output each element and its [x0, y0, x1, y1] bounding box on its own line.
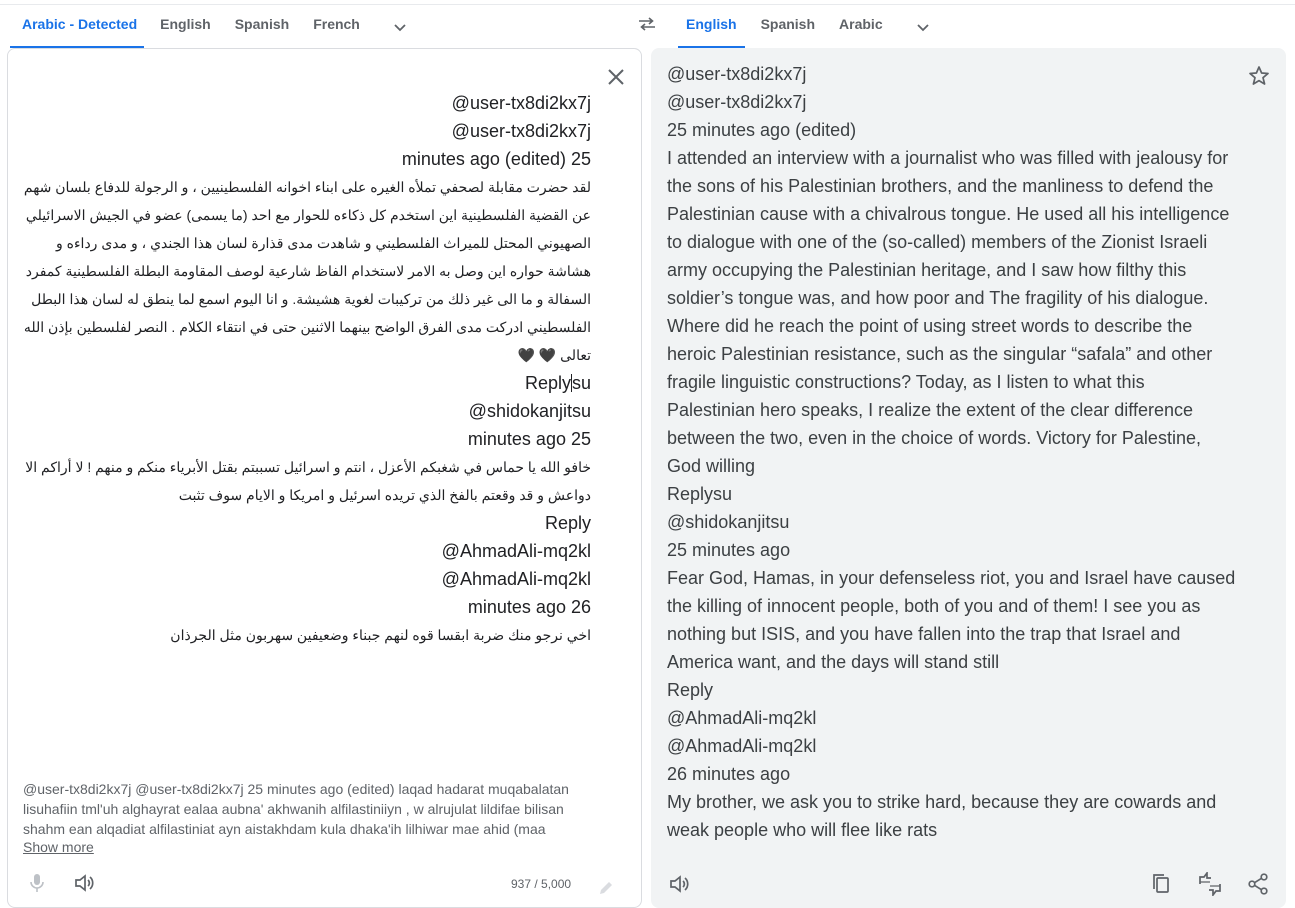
translation-line: nothing but ISIS, and you have fallen into the trap that Israel and	[667, 624, 1181, 644]
translation-line: heroic Palestinian resistance, such as the singular “safala” and other	[667, 344, 1213, 364]
character-count: 937 / 5,000	[511, 877, 572, 891]
source-lang-tab-spanish[interactable]: Spanish	[234, 16, 290, 32]
voice-input-button[interactable]	[26, 871, 48, 895]
translation-line: @user-tx8di2kx7j	[667, 64, 807, 84]
transliteration-text: @user-tx8di2kx7j @user-tx8di2kx7j 25 minutes ago (edited) laqad hadarat muqabalatan lisuhafiin tml'uh alghayrat ealaa aubna' akhwanih alfilastiniiyn , w alrujulat lildifae bilisan shahm ean alqadiat alfilastiniat ayn aistakhdam kula dhaka'ih lilhiwar mae ahid (maa	[23, 781, 569, 837]
translation-line: weak people who will flee like rats	[667, 820, 938, 840]
translation-line: 25 minutes ago (edited)	[667, 120, 857, 140]
translation-line: I attended an interview with a journalist who was filled with jealousy for	[667, 148, 1229, 168]
close-icon	[605, 66, 627, 88]
translation-line: @AhmadAli-mq2kl	[667, 708, 817, 728]
translation-line: @shidokanjitsu	[667, 512, 790, 532]
translation-line: Replysu	[667, 484, 733, 504]
copy-translation-button[interactable]	[1149, 872, 1173, 896]
source-text-input[interactable]	[23, 89, 591, 649]
translation-line: My brother, we ask you to strike hard, because they are cowards and	[667, 792, 1217, 812]
translation-line: Reply	[667, 680, 714, 700]
chevron-down-icon	[915, 19, 931, 35]
translation-line: army occupying the Palestinian heritage, and I saw how filthy this	[667, 260, 1187, 280]
chevron-down-icon	[392, 19, 408, 35]
source-line: minutes ago 26	[467, 597, 591, 617]
translation-line: soldier’s tongue was, and how poor and The fragility of his dialogue.	[667, 288, 1209, 308]
listen-source-button[interactable]	[72, 871, 96, 895]
speaker-icon	[72, 871, 96, 895]
share-icon	[1246, 872, 1270, 896]
handwriting-indicator	[597, 879, 615, 897]
source-text-panel[interactable]	[7, 48, 642, 908]
translation-line: @user-tx8di2kx7j	[667, 92, 807, 112]
translation-line: America want, and the days will stand still	[667, 652, 1000, 672]
translation-line: the sons of his Palestinian brothers, and the manliness to defend the	[667, 176, 1214, 196]
copy-icon	[1149, 872, 1173, 896]
source-su-text: su	[571, 373, 591, 393]
target-more-languages-button[interactable]	[907, 11, 939, 43]
pencil-icon	[597, 879, 615, 897]
translation-line: Palestinian cause with a chivalrous tongue. He used all his intelligence	[667, 204, 1230, 224]
translation-line: @AhmadAli-mq2kl	[667, 736, 817, 756]
translation-line: Fear God, Hamas, in your defenseless riot, you and Israel have caused	[667, 568, 1236, 588]
rate-translation-button[interactable]	[1197, 872, 1223, 896]
source-more-languages-button[interactable]	[384, 11, 416, 43]
source-line: AhmadAli-mq2kl@	[441, 541, 591, 561]
source-line	[23, 369, 591, 397]
swap-arrows-icon	[637, 16, 657, 32]
translation-line: God willing	[667, 456, 756, 476]
save-translation-button[interactable]	[1247, 64, 1271, 88]
share-translation-button[interactable]	[1246, 872, 1270, 896]
translation-panel	[651, 48, 1286, 908]
translation-line: between the two, even in the choice of words. Victory for Palestine,	[667, 428, 1201, 448]
translation-line: fragile linguistic constructions? Today, as I listen to what this	[667, 372, 1145, 392]
clear-source-button[interactable]	[605, 66, 627, 88]
source-line: user-tx8di2kx7j@	[451, 121, 591, 141]
translation-line: to dialogue with one of the (so-called) members of the Zionist Israeli	[667, 232, 1208, 252]
swap-languages-button[interactable]	[631, 10, 663, 38]
source-line: Reply	[544, 513, 591, 533]
target-lang-tab-arabic[interactable]: Arabic	[839, 16, 883, 32]
source-paragraph: اخي نرجو منك ضربة ابقسا قوه لنهم جبناء وضعيفين سهربون مثل الجرذان	[170, 627, 591, 643]
show-more-link[interactable]: Show more	[23, 839, 94, 855]
translation-line: 25 minutes ago	[667, 540, 791, 560]
target-language-bar	[678, 5, 1278, 48]
translation-line: Where did he reach the point of using street words to describe the	[667, 316, 1193, 336]
source-lang-tab-detected[interactable]: Arabic - Detected	[10, 5, 144, 48]
translation-line: the killing of innocent people, both of you and of them! I see you as	[667, 596, 1201, 616]
translation-output	[667, 60, 1247, 844]
target-lang-tab-spanish[interactable]: Spanish	[760, 16, 816, 32]
source-reply-text: Reply	[524, 373, 571, 393]
source-line: minutes ago (edited) 25	[401, 149, 591, 169]
source-paragraph: لقد حضرت مقابلة لصحفي تملأه الغيره على ابناء اخوانه الفلسطينيين ، و الرجولة للدفاع بلسان شهم عن القضية الفلسطينية اين استخدم كل ذكاءه للحوار مع احد (ما يسمى) عضو في الجيش الاسرائيلي الصهيوني المحتل للميراث الفلسطيني و شاهدت مدى قذارة لسان هذا الجندي ، و مدى رداءه و هشاشة حواره اين وصل به الامر لاستخدام الفاظ شارعية لوصف المقاومة البطلة الفلسطينية كمفرد السفالة و ما الى غير ذلك من تركيبات لغوية هشيشة. و انا اليوم اسمع لما ينطق له لسان هذا البطل الفلسطيني ادركت مدى الفرق الواضح بينهما الاثنين حتى في انتقاء الكلام . النصر لفلسطين بإذن الله تعالى 🖤 🖤	[23, 179, 591, 363]
star-icon	[1247, 64, 1271, 88]
translation-line: 26 minutes ago	[667, 764, 791, 784]
source-paragraph: خافو الله يا حماس في شغبكم الأعزل ، انتم و اسرائيل تسببتم بقتل الأبرياء منكم و منهم ! لا أراكم الا دواعش و قد وقعتم بالفخ الذي تريده اسرئيل و امريكا و الايام سوف تثبت	[25, 459, 591, 503]
target-lang-tab-english[interactable]: English	[678, 5, 745, 48]
source-line: AhmadAli-mq2kl@	[441, 569, 591, 589]
source-line: user-tx8di2kx7j@	[451, 93, 591, 113]
source-lang-tab-french[interactable]: French	[313, 16, 360, 32]
source-lang-tab-english[interactable]: English	[160, 16, 211, 32]
source-line: minutes ago 25	[467, 429, 591, 449]
translation-line: Palestinian hero speaks, I realize the extent of the clear difference	[667, 400, 1193, 420]
feedback-icon	[1197, 872, 1223, 896]
microphone-icon	[26, 871, 48, 895]
source-line: shidokanjitsu@	[468, 401, 591, 421]
source-language-bar	[10, 5, 630, 48]
speaker-icon	[667, 872, 691, 896]
listen-translation-button[interactable]	[667, 872, 691, 896]
